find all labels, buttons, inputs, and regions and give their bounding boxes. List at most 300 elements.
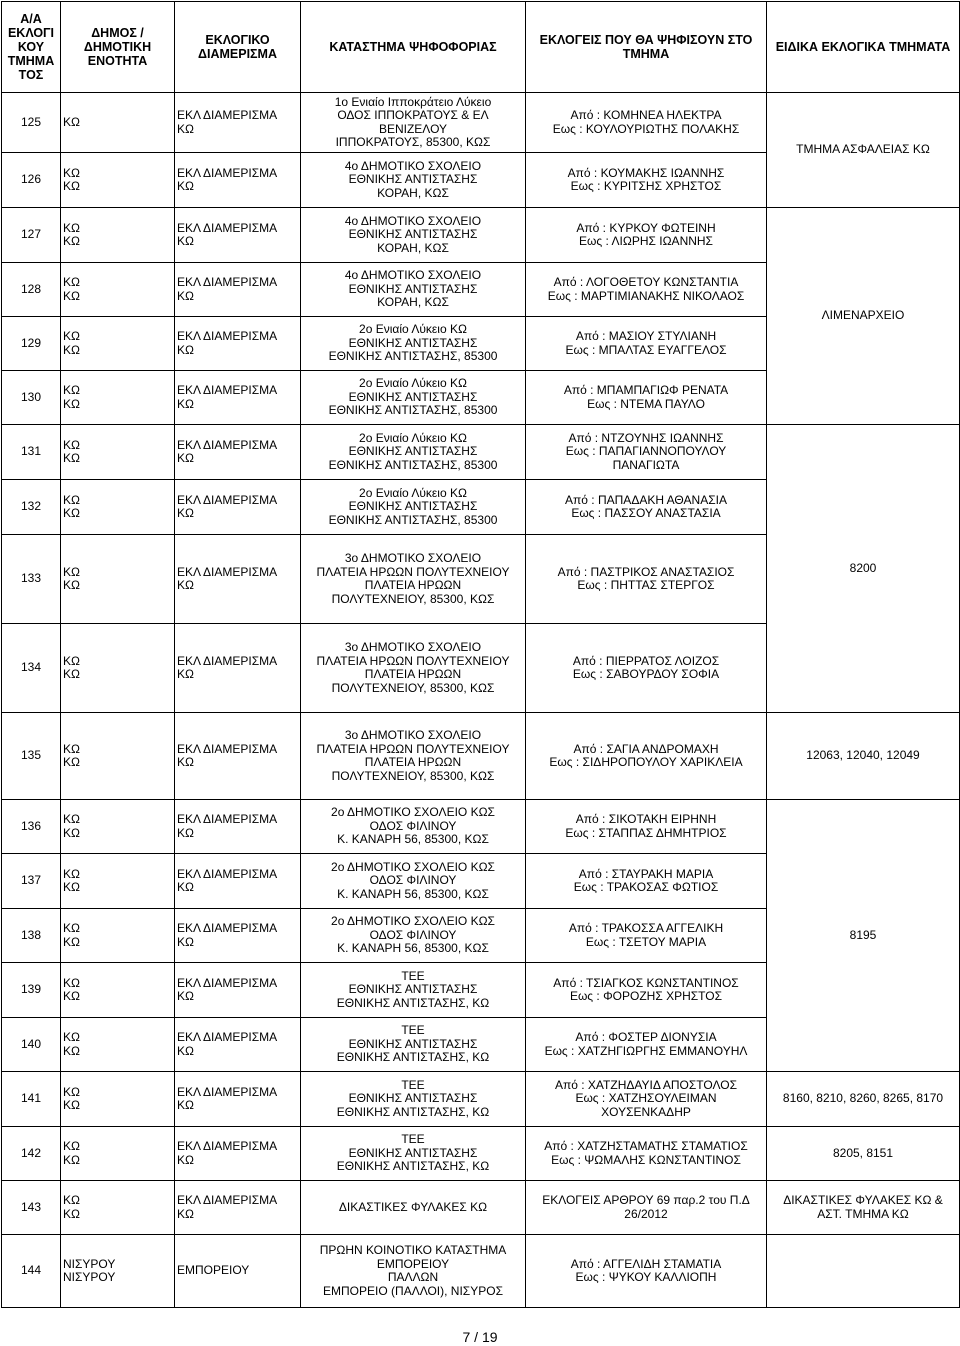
cell-line: Από : ΑΓΓΕΛΙΔΗ ΣΤΑΜΑΤΙΑ	[570, 1256, 722, 1271]
section-number: 140	[2, 1018, 61, 1072]
cell-line: ΔΗΜΟΤΙΚΗ	[83, 40, 152, 54]
municipality-cell	[61, 425, 175, 480]
cell-line: ΕΘΝΙΚΗΣ ΑΝΤΙΣΤΑΣΗΣ	[348, 172, 478, 187]
cell-line: 3ο ΔΗΜΟΤΙΚΟ ΣΧΟΛΕΙΟ	[344, 728, 482, 742]
cell-line: ΟΔΟΣ ΦΙΛΙΝΟΥ	[369, 927, 457, 942]
cell-line: ΚΑΤΑΣΤΗΜΑ ΨΗΦΟΦΟΡΙΑΣ	[329, 40, 497, 54]
section-number: 134	[2, 624, 61, 713]
cell-line: ΚΩ	[63, 1098, 80, 1112]
cell-line: ΚΩ	[63, 342, 80, 357]
voters-range-cell	[526, 1072, 767, 1127]
electoral-district-cell	[175, 1072, 301, 1127]
special-sections-cell	[767, 425, 960, 713]
voters-range-cell	[526, 963, 767, 1018]
table-row	[2, 1072, 960, 1127]
cell-line: ΚΩ	[63, 1139, 80, 1153]
cell-line: ΚΩ	[177, 1098, 194, 1112]
municipality-cell	[61, 1018, 175, 1072]
section-number: 132	[2, 480, 61, 535]
cell-line: ΚΩ	[63, 880, 80, 894]
cell-line: ΕΘΝΙΚΗΣ ΑΝΤΙΣΤΑΣΗΣ	[348, 281, 478, 296]
cell-line: ΚΩ	[63, 975, 80, 990]
cell-line: ΚΩ	[63, 165, 80, 180]
cell-line: ΚΟΡΑΗ, ΚΩΣ	[377, 240, 449, 255]
table-row	[2, 208, 960, 263]
municipality-cell	[61, 854, 175, 909]
cell-line: ΕΚΛ ΔΙΑΜΕΡΙΣΜΑ	[177, 108, 278, 122]
section-number: 130	[2, 371, 61, 425]
municipality-cell	[61, 624, 175, 713]
cell-line: ΕΘΝΙΚΗΣ ΑΝΤΙΣΤΑΣΗΣ	[348, 499, 478, 514]
polling-station-cell	[301, 371, 526, 425]
cell-line: ΕΚΛ ΔΙΑΜΕΡΙΣΜΑ	[177, 564, 278, 579]
cell-line: ΕΚΛ ΔΙΑΜΕΡΙΣΜΑ	[177, 220, 278, 235]
cell-line: ΚΩ	[177, 288, 194, 303]
cell-line: ΚΩ	[177, 755, 194, 769]
cell-line: ΚΩ	[177, 934, 194, 949]
cell-line: Εως : ΨΩΜΑΛΗΣ ΚΩΝΣΤΑΝΤΙΝΟΣ	[551, 1152, 741, 1167]
cell-line: ΕΚΛ ΔΙΑΜΕΡΙΣΜΑ	[177, 383, 278, 397]
electoral-district-cell	[175, 854, 301, 909]
cell-line: ΚΩ	[177, 578, 194, 592]
cell-line: ΕΚΛ ΔΙΑΜΕΡΙΣΜΑ	[177, 653, 278, 668]
cell-line: Εως : ΝΤΕΜΑ ΠΑΥΛΟ	[587, 396, 705, 411]
cell-line: ΤΜΗΜΑ	[7, 54, 55, 68]
cell-line: ΛΙΜΕΝΑΡΧΕΙΟ	[821, 308, 905, 323]
polling-station-cell	[301, 208, 526, 263]
cell-line: 3ο ΔΗΜΟΤΙΚΟ ΣΧΟΛΕΙΟ	[344, 640, 482, 654]
cell-line: ΕΘΝΙΚΗΣ ΑΝΤΙΣΤΑΣΗΣ, ΚΩ	[336, 1050, 490, 1065]
cell-line: Από : ΠΑΣΤΡΙΚΟΣ ΑΝΑΣΤΑΣΙΟΣ	[557, 564, 735, 579]
cell-line: ΕΚΛ ΔΙΑΜΕΡΙΣΜΑ	[177, 866, 278, 881]
special-sections-cell	[767, 713, 960, 800]
cell-line: Εως : ΚΟΥΛΟΥΡΙΩΤΗΣ ΠΟΛΑΚΗΣ	[552, 121, 740, 136]
cell-line: Εως : ΚΥΡΙΤΣΗΣ ΧΡΗΣΤΟΣ	[570, 179, 722, 193]
section-number: 144	[2, 1235, 61, 1308]
cell-line: Από : ΚΟΥΜΑΚΗΣ ΙΩΑΝΝΗΣ	[567, 165, 725, 180]
page-indicator: 7 / 19	[462, 1329, 498, 1345]
cell-line: ΚΩ	[63, 451, 80, 465]
table-body	[2, 93, 960, 1308]
polling-station-cell	[301, 1127, 526, 1181]
cell-line: ΚΩ	[63, 653, 80, 668]
cell-line: ΕΘΝΙΚΗΣ ΑΝΤΙΣΤΑΣΗΣ, 85300	[328, 403, 498, 418]
cell-line: ΔΗΜΟΣ /	[91, 26, 144, 40]
cell-line: ΚΩ	[177, 1206, 194, 1221]
section-number: 126	[2, 153, 61, 208]
voters-range-cell	[526, 535, 767, 624]
polling-station-cell	[301, 1072, 526, 1127]
municipality-cell	[61, 1235, 175, 1308]
cell-line: ΕΚΛ ΔΙΑΜΕΡΙΣΜΑ	[177, 329, 278, 343]
special-sections-cell	[767, 1181, 960, 1235]
cell-line: ΠΟΛΥΤΕΧΝΕΙΟΥ, 85300, ΚΩΣ	[331, 591, 495, 606]
cell-line: ΕΘΝΙΚΗΣ ΑΝΤΙΣΤΑΣΗΣ	[348, 335, 478, 350]
cell-line: ΕΜΠΟΡΕΙΟΥ	[376, 1256, 450, 1271]
special-sections-cell	[767, 93, 960, 208]
cell-line: ΕΘΝΙΚΗΣ ΑΝΤΙΣΤΑΣΗΣ	[348, 227, 478, 242]
cell-line: ΚΩ	[63, 179, 80, 193]
special-sections-cell	[767, 1072, 960, 1127]
cell-line: ΚΩ	[63, 234, 80, 248]
cell-line: Από : ΧΑΤΖΗΣΤΑΜΑΤΗΣ ΣΤΑΜΑΤΙΟΣ	[544, 1139, 748, 1153]
voters-range-cell	[526, 854, 767, 909]
cell-line: Εως : ΠΗΤΤΑΣ ΣΤΕΡΓΟΣ	[577, 578, 715, 592]
cell-line: 12063, 12040, 12049	[806, 748, 920, 763]
cell-line: ΚΩ	[63, 866, 80, 881]
cell-line: ΚΩ	[63, 492, 80, 507]
cell-line: ΕΘΝΙΚΗΣ ΑΝΤΙΣΤΑΣΗΣ	[348, 1145, 478, 1160]
cell-line: 1ο Ενιαίο Ιπποκράτειο Λύκειο	[334, 94, 492, 109]
voters-range-cell	[526, 624, 767, 713]
voters-range-cell	[526, 713, 767, 800]
cell-line: Εως : ΤΡΑΚΟΣΑΣ ΦΩΤΙΟΣ	[573, 880, 719, 894]
cell-line: Κ. ΚΑΝΑΡΗ 56, 85300, ΚΩΣ	[337, 941, 489, 956]
polling-station-cell	[301, 93, 526, 153]
section-number: 138	[2, 909, 61, 963]
table-row	[2, 1127, 960, 1181]
polling-station-cell	[301, 263, 526, 317]
header-eklogeis	[526, 2, 767, 93]
cell-line: ΕΘΝΙΚΗΣ ΑΝΤΙΣΤΑΣΗΣ, 85300	[328, 349, 498, 364]
cell-line: ΚΟΡΑΗ, ΚΩΣ	[377, 295, 449, 310]
cell-line: ΕΚΛΟΓΕΙΣ ΑΡΘΡΟΥ 69 παρ.2 του Π.Δ	[542, 1193, 750, 1207]
cell-line: 8205, 8151	[832, 1145, 894, 1160]
cell-line: 3ο ΔΗΜΟΤΙΚΟ ΣΧΟΛΕΙΟ	[344, 551, 482, 565]
cell-line: Εως : ΣΙΔΗΡΟΠΟΥΛΟΥ ΧΑΡΙΚΛΕΙΑ	[549, 755, 743, 769]
cell-line: ΚΩ	[63, 812, 80, 826]
cell-line: ΤΕΕ	[401, 1023, 425, 1038]
section-number: 136	[2, 800, 61, 854]
cell-line: ΚΩ	[63, 934, 80, 949]
cell-line: ΚΩ	[63, 1206, 80, 1221]
cell-line: Από : ΝΤΖΟΥΝΗΣ ΙΩΑΝΝΗΣ	[568, 430, 724, 445]
cell-line: ΒΕΝΙΖΕΛΟΥ	[378, 121, 448, 136]
cell-line: ΚΩ	[177, 1152, 194, 1167]
cell-line: ΠΛΑΤΕΙΑ ΗΡΩΩΝ ΠΟΛΥΤΕΧΝΕΙΟΥ	[316, 564, 510, 579]
cell-line: Από : ΠΙΕΡΡΑΤΟΣ ΛΟΙΖΟΣ	[572, 653, 720, 668]
electoral-district-cell	[175, 1181, 301, 1235]
cell-line: Από : ΜΠΑΜΠΑΓΙΩΦ ΡΕΝΑΤΑ	[563, 383, 729, 397]
cell-line: ΕΚΛ ΔΙΑΜΕΡΙΣΜΑ	[177, 1084, 278, 1099]
cell-line: ΕΘΝΙΚΗΣ ΑΝΤΙΣΤΑΣΗΣ	[348, 982, 478, 997]
cell-line: ΕΚΛ ΔΙΑΜΕΡΙΣΜΑ	[177, 741, 278, 756]
cell-line: ΚΩ	[177, 506, 194, 520]
cell-line: ΕΙΔΙΚΑ ΕΚΛΟΓΙΚΑ ΤΜΗΜΑΤΑ	[775, 40, 951, 54]
cell-line: ΕΚΛ ΔΙΑΜΕΡΙΣΜΑ	[177, 492, 278, 507]
cell-line: Εως : ΧΑΤΖΗΣΟΥΛΕΙΜΑΝ	[575, 1091, 717, 1106]
municipality-cell	[61, 535, 175, 624]
cell-line: ΚΩ	[63, 506, 80, 520]
municipality-cell	[61, 1181, 175, 1235]
cell-line: 2ο ΔΗΜΟΤΙΚΟ ΣΧΟΛΕΙΟ ΚΩΣ	[331, 805, 495, 820]
cell-line: 2ο Ενιαίο Λύκειο ΚΩ	[359, 485, 467, 500]
cell-line: Εως : ΧΑΤΖΗΓΙΩΡΓΗΣ ΕΜΜΑΝΟΥΗΛ	[544, 1043, 748, 1058]
voters-range-cell	[526, 1018, 767, 1072]
polling-station-cell	[301, 800, 526, 854]
cell-line: 26/2012	[624, 1206, 668, 1221]
voters-range-cell	[526, 909, 767, 963]
cell-line: ΚΩ	[63, 1152, 80, 1167]
cell-line: ΕΜΠΟΡΕΙΟ (ΠΑΛΛΟΙ), ΝΙΣΥΡΟΣ	[323, 1283, 503, 1298]
polling-station-cell	[301, 624, 526, 713]
section-number: 142	[2, 1127, 61, 1181]
polling-station-cell	[301, 1018, 526, 1072]
cell-line: 8195	[849, 927, 877, 942]
cell-line: ΕΚΛ ΔΙΑΜΕΡΙΣΜΑ	[177, 1030, 278, 1044]
cell-line: ΚΩ	[177, 989, 194, 1003]
municipality-cell	[61, 480, 175, 535]
municipality-cell	[61, 800, 175, 854]
electoral-district-cell	[175, 713, 301, 800]
municipality-cell	[61, 1127, 175, 1181]
cell-line: Από : ΣΤΑΥΡΑΚΗ ΜΑΡΙΑ	[578, 866, 714, 881]
cell-line: 8200	[849, 560, 877, 575]
voters-range-cell	[526, 425, 767, 480]
cell-line: ΙΠΠΟΚΡΑΤΟΥΣ, 85300, ΚΩΣ	[335, 135, 491, 149]
cell-line: Κ. ΚΑΝΑΡΗ 56, 85300, ΚΩΣ	[337, 832, 489, 847]
cell-line: ΚΩ	[63, 437, 80, 452]
cell-line: Εως : ΤΣΕΤΟΥ ΜΑΡΙΑ	[585, 934, 707, 949]
table-row	[2, 93, 960, 153]
municipality-cell	[61, 1072, 175, 1127]
cell-line: ΕΚΛΟΓΕΙΣ ΠΟΥ ΘΑ ΨΗΦΙΣΟΥΝ ΣΤΟ	[539, 33, 753, 47]
voters-range-cell	[526, 1127, 767, 1181]
cell-line: ΕΘΝΙΚΗΣ ΑΝΤΙΣΤΑΣΗΣ	[348, 1036, 478, 1051]
header-katastima	[301, 2, 526, 93]
header-aa	[2, 2, 61, 93]
cell-line: ΕΘΝΙΚΗΣ ΑΝΤΙΣΤΑΣΗΣ	[348, 1091, 478, 1106]
cell-line: ΟΔΟΣ ΦΙΛΙΝΟΥ	[369, 818, 457, 833]
polling-station-cell	[301, 153, 526, 208]
cell-line: ΕΚΛ ΔΙΑΜΕΡΙΣΜΑ	[177, 437, 278, 452]
cell-line: ΚΩ	[63, 220, 80, 235]
cell-line: ΚΩ	[63, 755, 80, 769]
cell-line: Από : ΣΙΚΟΤΑΚΗ ΕΙΡΗΝΗ	[575, 812, 717, 826]
cell-line: ΚΩ	[177, 825, 194, 840]
electoral-district-cell	[175, 153, 301, 208]
municipality-cell	[61, 963, 175, 1018]
cell-line: ΠΛΑΤΕΙΑ ΗΡΩΩΝ ΠΟΛΥΤΕΧΝΕΙΟΥ	[316, 741, 510, 756]
cell-line: ΚΩ	[63, 288, 80, 303]
special-sections-cell	[767, 208, 960, 425]
cell-line: ΤΕΕ	[401, 1077, 425, 1092]
section-number: 137	[2, 854, 61, 909]
voters-range-cell	[526, 800, 767, 854]
voters-range-cell	[526, 1181, 767, 1235]
polling-station-cell	[301, 1181, 526, 1235]
cell-line: 2ο ΔΗΜΟΤΙΚΟ ΣΧΟΛΕΙΟ ΚΩΣ	[331, 914, 495, 929]
section-number: 143	[2, 1181, 61, 1235]
cell-line: ΕΘΝΙΚΗΣ ΑΝΤΙΣΤΑΣΗΣ, ΚΩ	[336, 1104, 490, 1119]
cell-line: ΕΚΛ ΔΙΑΜΕΡΙΣΜΑ	[177, 165, 278, 180]
cell-line: ΚΩ	[63, 825, 80, 840]
cell-line: ΚΩ	[177, 667, 194, 681]
municipality-cell	[61, 153, 175, 208]
electoral-district-cell	[175, 1235, 301, 1308]
special-sections-cell	[767, 800, 960, 1072]
cell-line: ΚΩ	[63, 741, 80, 756]
cell-line: ΔΙΚΑΣΤΙΚΕΣ ΦΥΛΑΚΕΣ ΚΩ	[338, 1199, 488, 1214]
special-sections-cell	[767, 1235, 960, 1308]
header-eidika	[767, 2, 960, 93]
cell-line: Από : ΜΑΣΙΟΥ ΣΤΥΛΙΑΝΗ	[575, 329, 717, 343]
voters-range-cell	[526, 317, 767, 371]
cell-line: ΚΩ	[177, 1043, 194, 1058]
polling-station-cell	[301, 425, 526, 480]
cell-line: Κ. ΚΑΝΑΡΗ 56, 85300, ΚΩΣ	[337, 886, 489, 901]
cell-line: Από : ΛΟΓΟΘΕΤΟΥ ΚΩΝΣΤΑΝΤΙΑ	[553, 275, 739, 289]
cell-line: Α/Α	[20, 12, 42, 26]
cell-line: ΕΘΝΙΚΗΣ ΑΝΤΙΣΤΑΣΗΣ	[348, 444, 478, 459]
cell-line: ΠΛΑΤΕΙΑ ΗΡΩΩΝ ΠΟΛΥΤΕΧΝΕΙΟΥ	[316, 653, 510, 668]
cell-line: ΕΚΛ ΔΙΑΜΕΡΙΣΜΑ	[177, 1139, 278, 1153]
voters-range-cell	[526, 1235, 767, 1308]
cell-line: 4ο ΔΗΜΟΤΙΚΟ ΣΧΟΛΕΙΟ	[344, 158, 482, 173]
polling-station-cell	[301, 317, 526, 371]
cell-line: Εως : ΠΑΠΑΓΙΑΝΝΟΠΟΥΛΟΥ	[565, 444, 727, 459]
cell-line: ΚΩ	[177, 451, 194, 465]
polling-stations-table	[1, 1, 960, 1308]
cell-line: ΚΩ	[177, 234, 194, 248]
cell-line: 2ο Ενιαίο Λύκειο ΚΩ	[359, 322, 467, 337]
cell-line: ΕΚΛ ΔΙΑΜΕΡΙΣΜΑ	[177, 1193, 278, 1207]
electoral-district-cell	[175, 963, 301, 1018]
cell-line: Εως : ΠΑΣΣΟΥ ΑΝΑΣΤΑΣΙΑ	[571, 506, 721, 520]
cell-line: ΕΚΛ ΔΙΑΜΕΡΙΣΜΑ	[177, 275, 278, 289]
electoral-district-cell	[175, 480, 301, 535]
voters-range-cell	[526, 208, 767, 263]
electoral-district-cell	[175, 1127, 301, 1181]
cell-line: ΚΟΡΑΗ, ΚΩΣ	[377, 185, 449, 200]
cell-line: Εως : ΣΤΑΠΠΑΣ ΔΗΜΗΤΡΙΟΣ	[565, 825, 727, 840]
cell-line: ΤΕΕ	[401, 968, 425, 983]
cell-line: 2ο ΔΗΜΟΤΙΚΟ ΣΧΟΛΕΙΟ ΚΩΣ	[331, 859, 495, 874]
cell-line: 4ο ΔΗΜΟΤΙΚΟ ΣΧΟΛΕΙΟ	[344, 213, 482, 228]
cell-line: ΤΜΗΜΑ ΑΣΦΑΛΕΙΑΣ ΚΩ	[796, 142, 930, 157]
table-row	[2, 1181, 960, 1235]
cell-line: ΚΩ	[63, 383, 80, 397]
cell-line: ΚΩ	[63, 275, 80, 289]
electoral-district-cell	[175, 624, 301, 713]
cell-line: Από : ΚΥΡΚΟΥ ΦΩΤΕΙΝΗ	[576, 220, 716, 235]
cell-line: ΝΙΣΥΡΟΥ	[63, 1270, 116, 1284]
table-row	[2, 1235, 960, 1308]
municipality-cell	[61, 909, 175, 963]
electoral-district-cell	[175, 535, 301, 624]
cell-line: ΤΟΣ	[18, 68, 44, 82]
cell-line: ΚΩ	[63, 114, 80, 129]
cell-line: ΔΙΚΑΣΤΙΚΕΣ ΦΥΛΑΚΕΣ ΚΩ &	[783, 1193, 943, 1207]
table-row	[2, 713, 960, 800]
polling-station-cell	[301, 480, 526, 535]
cell-line: ΕΚΛΟΓΙ	[7, 26, 55, 40]
cell-line: ΕΚΛΟΓΙΚΟ	[205, 33, 270, 47]
cell-line: Εως : ΣΑΒΟΥΡΔΟΥ ΣΟΦΙΑ	[572, 667, 720, 681]
polling-station-cell	[301, 854, 526, 909]
section-number: 125	[2, 93, 61, 153]
voters-range-cell	[526, 93, 767, 153]
electoral-district-cell	[175, 208, 301, 263]
cell-line: 4ο ΔΗΜΟΤΙΚΟ ΣΧΟΛΕΙΟ	[344, 268, 482, 283]
cell-line: ΚΩ	[177, 179, 194, 193]
polling-station-cell	[301, 963, 526, 1018]
cell-line: ΠΟΛΥΤΕΧΝΕΙΟΥ, 85300, ΚΩΣ	[331, 680, 495, 695]
table-header-row	[2, 2, 960, 93]
cell-line: ΚΩ	[63, 921, 80, 935]
cell-line: ΕΜΠΟΡΕΙΟΥ	[177, 1263, 250, 1278]
cell-line: ΚΩ	[63, 989, 80, 1003]
electoral-district-cell	[175, 425, 301, 480]
polling-station-cell	[301, 909, 526, 963]
electoral-district-cell	[175, 317, 301, 371]
cell-line: ΚΩ	[63, 564, 80, 579]
polling-station-cell	[301, 535, 526, 624]
cell-line: ΠΛΑΤΕΙΑ ΗΡΩΩΝ	[364, 578, 462, 592]
header-diamerisma	[175, 2, 301, 93]
cell-line: ΚΩ	[63, 578, 80, 592]
cell-line: Εως : ΦΟΡΟΖΗΣ ΧΡΗΣΤΟΣ	[569, 989, 723, 1003]
cell-line: ΧΟΥΣΕΝΚΑΔΗΡ	[601, 1104, 691, 1119]
voters-range-cell	[526, 480, 767, 535]
polling-station-cell	[301, 713, 526, 800]
section-number: 131	[2, 425, 61, 480]
voters-range-cell	[526, 153, 767, 208]
cell-line: ΚΩ	[63, 1043, 80, 1058]
cell-line: ΔΙΑΜΕΡΙΣΜΑ	[198, 47, 277, 61]
cell-line: ΚΩ	[63, 1084, 80, 1099]
cell-line: ΤΕΕ	[401, 1132, 425, 1147]
electoral-district-cell	[175, 263, 301, 317]
header-dimos	[61, 2, 175, 93]
cell-line: ΕΘΝΙΚΗΣ ΑΝΤΙΣΤΑΣΗΣ, 85300	[328, 512, 498, 527]
cell-line: Εως : ΜΠΑΛΤΑΣ ΕΥΑΓΓΕΛΟΣ	[565, 342, 727, 357]
section-number: 135	[2, 713, 61, 800]
cell-line: Εως : ΨΥΚΟΥ ΚΑΛΛΙΟΠΗ	[575, 1270, 717, 1284]
cell-line: ΕΚΛ ΔΙΑΜΕΡΙΣΜΑ	[177, 975, 278, 990]
cell-line: Από : ΣΑΓΙΑ ΑΝΔΡΟΜΑΧΗ	[573, 741, 719, 756]
cell-line: ΠΑΝΑΓΙΩΤΑ	[612, 457, 680, 472]
special-sections-cell	[767, 1127, 960, 1181]
municipality-cell	[61, 371, 175, 425]
cell-line: Από : ΦΟΣΤΕΡ ΔΙΟΝΥΣΙΑ	[575, 1030, 717, 1044]
cell-line: ΠΑΛΛΩΝ	[387, 1270, 439, 1284]
cell-line: ΚΩ	[177, 342, 194, 357]
cell-line: ΠΛΑΤΕΙΑ ΗΡΩΩΝ	[364, 667, 462, 681]
section-number: 141	[2, 1072, 61, 1127]
table-row	[2, 425, 960, 480]
cell-line: ΚΩ	[177, 396, 194, 411]
cell-line: ΕΚΛ ΔΙΑΜΕΡΙΣΜΑ	[177, 921, 278, 935]
cell-line: ΕΘΝΙΚΗΣ ΑΝΤΙΣΤΑΣΗΣ, ΚΩ	[336, 1159, 490, 1174]
electoral-district-cell	[175, 909, 301, 963]
municipality-cell	[61, 208, 175, 263]
section-number: 133	[2, 535, 61, 624]
electoral-district-cell	[175, 93, 301, 153]
municipality-cell	[61, 317, 175, 371]
cell-line: ΚΩ	[63, 396, 80, 411]
cell-line: ΠΟΛΥΤΕΧΝΕΙΟΥ, 85300, ΚΩΣ	[331, 768, 495, 783]
cell-line: ΚΩ	[63, 1030, 80, 1044]
electoral-district-cell	[175, 1018, 301, 1072]
voters-range-cell	[526, 263, 767, 317]
cell-line: Από : ΤΡΑΚΟΣΣΑ ΑΓΓΕΛΙΚΗ	[568, 921, 724, 935]
cell-line: ΕΘΝΙΚΗΣ ΑΝΤΙΣΤΑΣΗΣ, 85300	[328, 457, 498, 472]
cell-line: ΕΝΟΤΗΤΑ	[87, 54, 148, 68]
cell-line: ΕΘΝΙΚΗΣ ΑΝΤΙΣΤΑΣΗΣ, ΚΩ	[336, 995, 490, 1010]
polling-station-cell	[301, 1235, 526, 1308]
cell-line: ΠΡΩΗΝ ΚΟΙΝΟΤΙΚΟ ΚΑΤΑΣΤΗΜΑ	[319, 1243, 507, 1257]
